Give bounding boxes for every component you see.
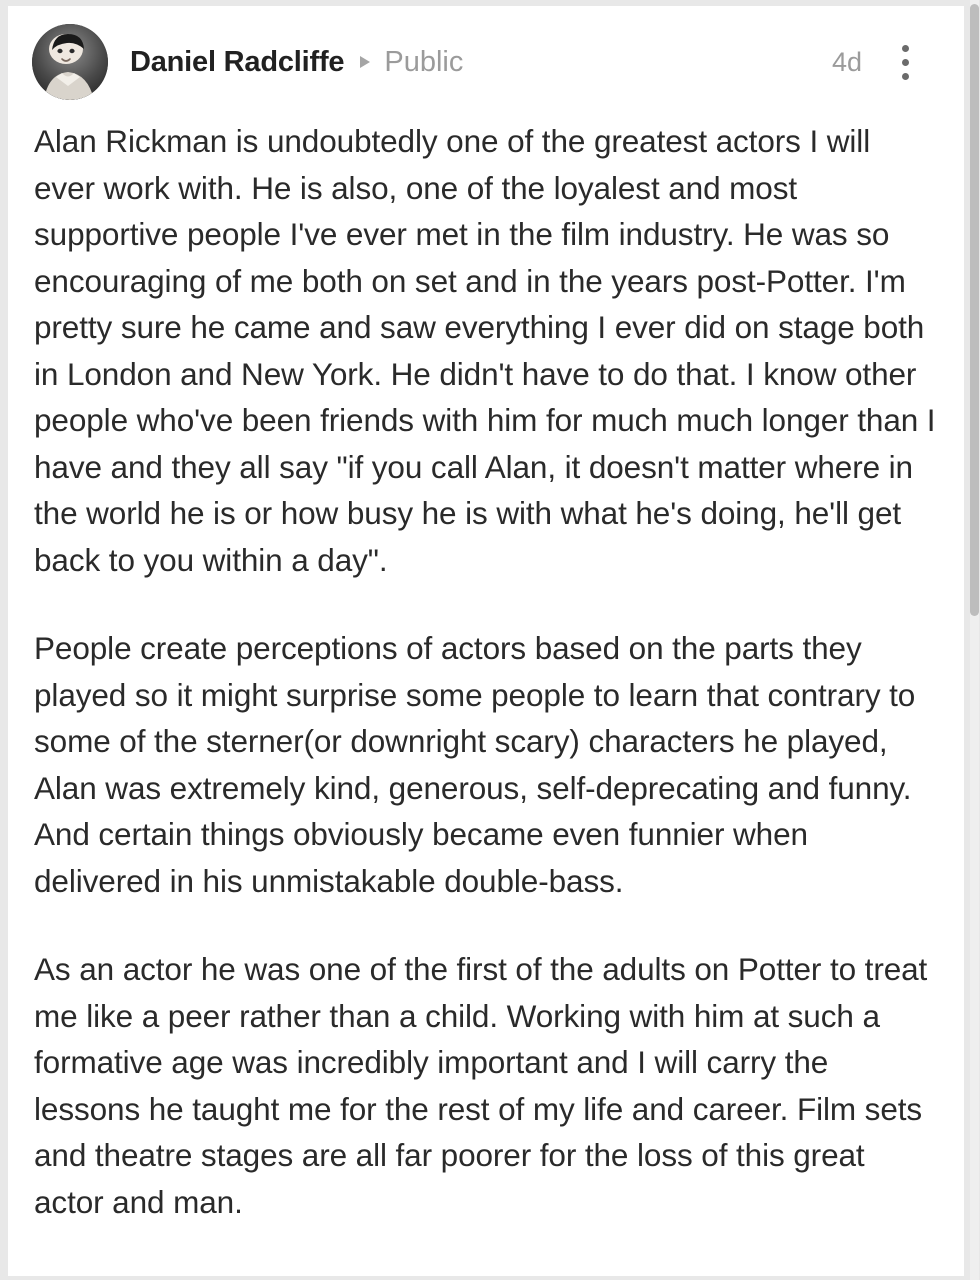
triangle-right-icon — [358, 54, 372, 70]
post-paragraph: People create perceptions of actors based on the parts they played so it might surprise some people to learn that contrary to some of the sterner(or downright scary) characters he played, Alan was extremely kind, generous, self-deprecating and funny. And certain things obviously became even funnier when delivered in his unmistakable double-bass. — [34, 630, 916, 899]
post-paragraph: As an actor he was one of the first of the adults on Potter to treat me like a peer rather than a child. Working with him at such a formative age was incredibly important and I will carry the lessons he taught me for the rest of my life and career. Film sets and theatre stages are all far poorer for the loss of this great actor and man. — [34, 951, 928, 1220]
avatar-image — [32, 24, 108, 100]
more-vertical-icon[interactable] — [884, 34, 926, 90]
dot — [902, 45, 909, 52]
dot — [902, 59, 909, 66]
post-header — [8, 6, 964, 104]
post-paragraph: Alan Rickman is undoubtedly one of the greatest actors I will ever work with. He is also, one of the loyalest and most supportive people I've ever met in the film industry. He was so encouraging of me both on set and in the years post-Potter. I'm pretty sure he came and saw everything I ever did on stage both in London and New York. He didn't have to do that. I know other people who've been friends with him for much much longer than I have and they all say "if you call Alan, it doesn't matter where in the world he is or how busy he is with what he's doing, he'll get back to you within a day". — [34, 123, 936, 578]
post-header-text — [130, 46, 832, 79]
dot — [902, 73, 909, 80]
author-name[interactable]: Daniel Radcliffe — [130, 45, 345, 78]
scrollbar-thumb[interactable] — [970, 4, 979, 616]
audience-label[interactable]: Public — [384, 45, 464, 78]
post-timestamp: 4d — [831, 46, 862, 77]
post-card — [8, 6, 964, 1276]
post-body — [8, 104, 964, 1225]
avatar[interactable] — [32, 24, 108, 100]
